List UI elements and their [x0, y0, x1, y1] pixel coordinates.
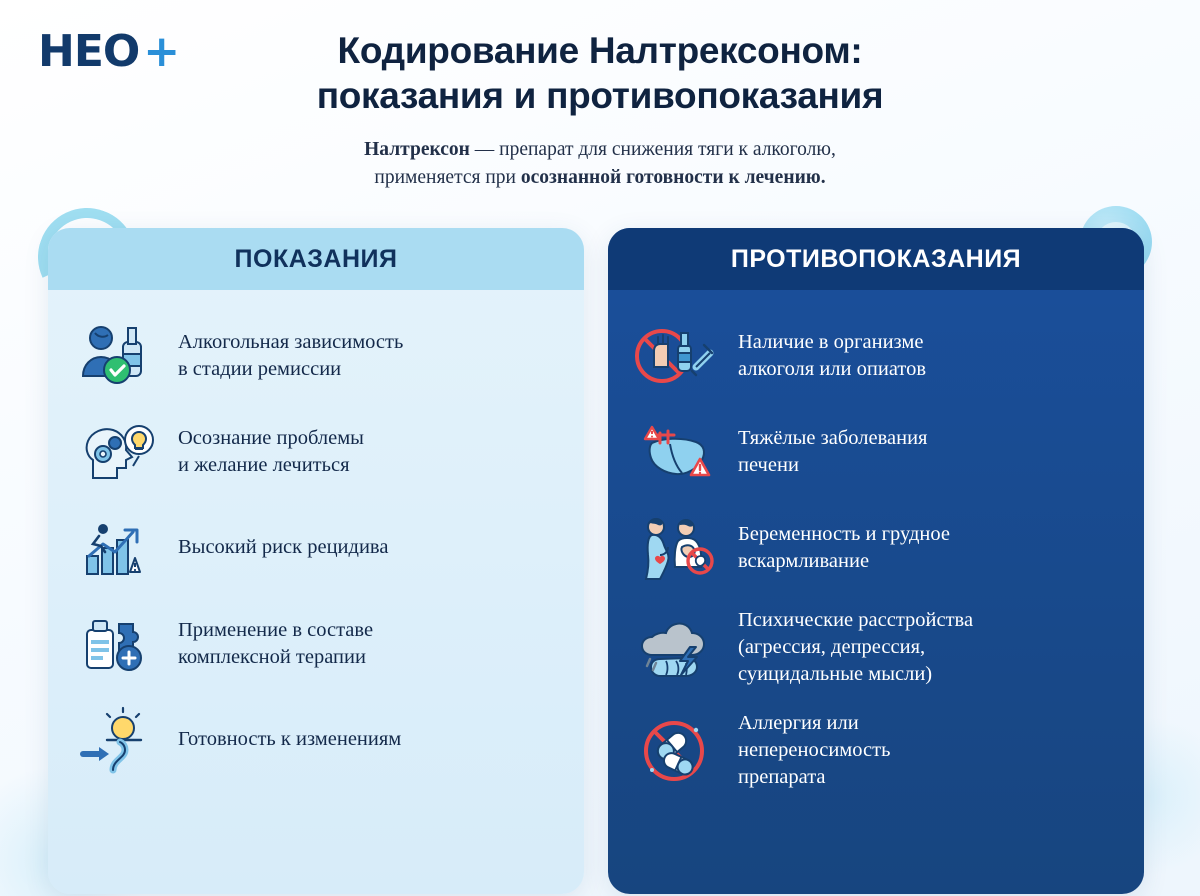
list-item-line-1: Наличие в организме — [738, 330, 924, 353]
list-item-line-1: Аллергия или — [738, 712, 859, 735]
indications-heading: ПОКАЗАНИЯ — [48, 228, 584, 290]
sunrise-road-change-icon — [70, 703, 162, 777]
indications-card — [48, 228, 584, 894]
contraindications-heading: ПРОТИВОПОКАЗАНИЯ — [608, 228, 1144, 290]
list-item-line-3: суицидальные мысли) — [738, 663, 933, 686]
contraindications-list — [608, 290, 1144, 894]
page-subtitle — [220, 136, 980, 191]
list-item-line-2: печени — [738, 454, 799, 476]
list-item — [70, 692, 558, 788]
list-item-line-1: Беременность и грудное — [738, 522, 950, 545]
page-title-line-2: показания и противопоказания — [316, 75, 884, 117]
list-item — [630, 308, 1118, 404]
list-item — [630, 596, 1118, 699]
page-header — [0, 0, 1200, 192]
list-item-line-2: алкоголя или опиатов — [738, 358, 927, 380]
medication-puzzle-icon — [70, 607, 162, 681]
person-bottle-check-icon — [70, 319, 162, 393]
list-item-text — [738, 710, 890, 791]
list-item-text — [178, 534, 388, 561]
list-item-line-3: препарата — [738, 766, 826, 789]
list-item-text — [178, 617, 373, 671]
list-item-text — [738, 425, 927, 479]
indications-list — [48, 290, 584, 894]
list-item-line-1: Тяжёлые заболевания — [738, 426, 928, 449]
list-item-line-1: Применение в составе — [178, 618, 374, 641]
list-item-line-2: комплексной терапии — [178, 646, 366, 668]
list-item — [70, 596, 558, 692]
list-item-text — [178, 726, 401, 753]
page-title-line-1: Кодирование Налтрексоном: — [337, 30, 863, 71]
subtitle-text-1: — препарат для снижения тяги к алкоголю, — [469, 139, 836, 161]
mental-disorder-brain-icon — [630, 611, 722, 685]
relapse-risk-chart-icon — [70, 511, 162, 585]
liver-warning-icon — [630, 415, 722, 489]
list-item-text — [738, 607, 973, 688]
list-item-line-1: Высокий риск рецидива — [178, 536, 389, 559]
list-item-line-2: вскармливание — [738, 550, 870, 572]
list-item — [630, 404, 1118, 500]
logo-plus-icon: + — [143, 26, 181, 77]
list-item-line-2: (агрессия, депрессия, — [738, 636, 926, 659]
no-alcohol-opiates-icon — [630, 319, 722, 393]
subtitle-text-2: применяется при — [374, 166, 521, 188]
subtitle-drug-name: Налтрексон — [364, 139, 470, 161]
subtitle-emphasis: осознанной готовности к лечению. — [520, 166, 826, 188]
list-item — [630, 699, 1118, 802]
list-item-line-1: Готовность к изменениям — [178, 728, 402, 751]
list-item-line-2: в стадии ремиссии — [178, 358, 342, 380]
logo-wordmark: HEO — [38, 26, 140, 77]
page-title — [170, 28, 1030, 118]
list-item-text — [178, 425, 364, 479]
pill-allergy-icon — [630, 714, 722, 788]
list-item-line-2: непереносимость — [738, 739, 891, 762]
list-item-text — [738, 521, 950, 575]
comparison-columns — [48, 228, 1152, 894]
list-item-line-1: Осознание проблемы — [178, 426, 364, 449]
list-item-line-2: и желание лечиться — [178, 454, 350, 476]
list-item-line-1: Алкогольная зависимость — [178, 330, 404, 353]
pregnancy-breastfeeding-icon — [630, 511, 722, 585]
list-item-text — [738, 329, 926, 383]
list-item — [70, 500, 558, 596]
contraindications-card — [608, 228, 1144, 894]
list-item-text — [178, 329, 403, 383]
list-item — [70, 308, 558, 404]
neo-plus-logo — [38, 26, 181, 77]
list-item — [630, 500, 1118, 596]
list-item-line-1: Психические расстройства — [738, 609, 974, 631]
head-gears-idea-icon — [70, 415, 162, 489]
list-item — [70, 404, 558, 500]
